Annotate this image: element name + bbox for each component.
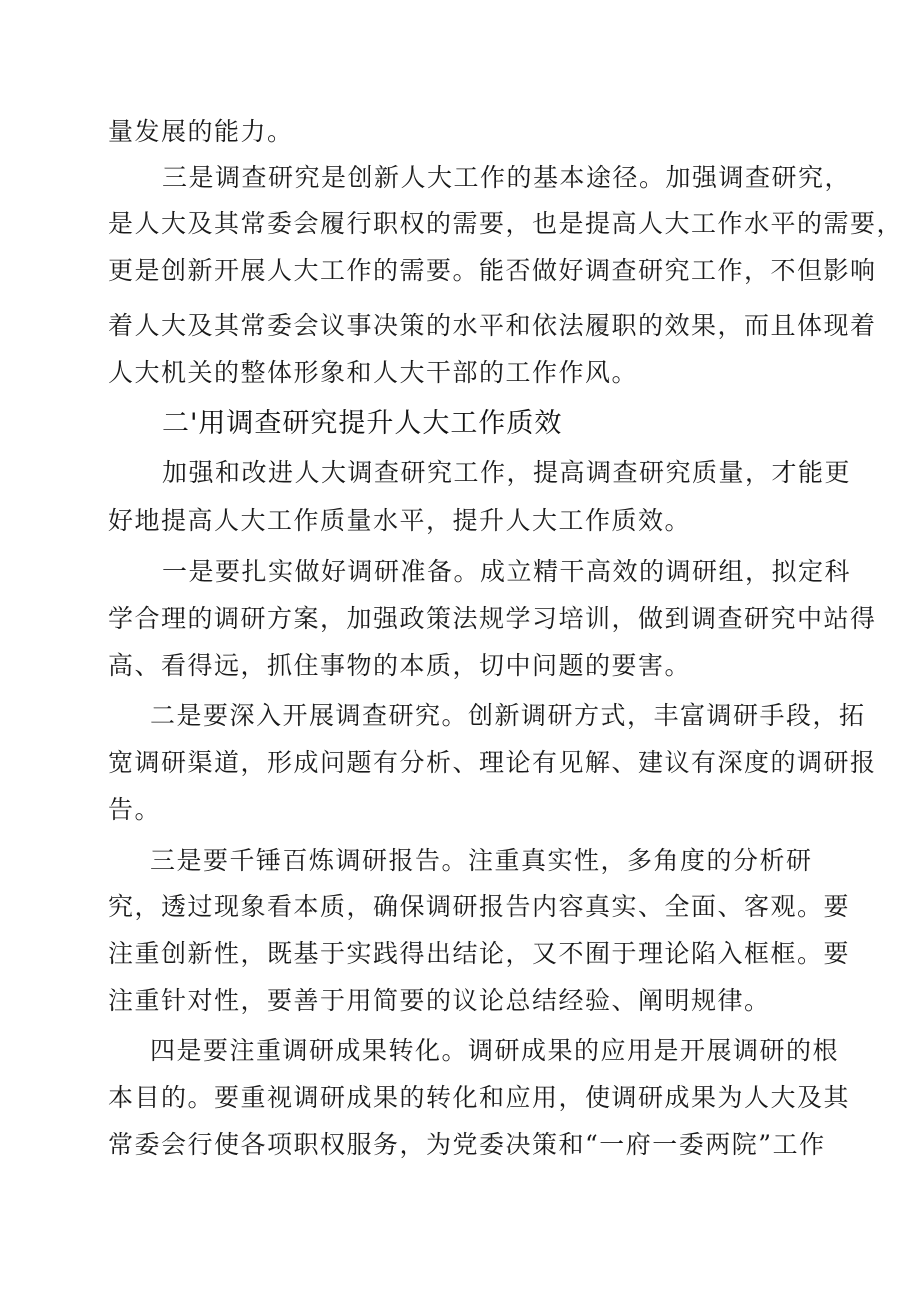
paragraph-2-line-1: 加强和改进人大调查研究工作，提高调查研究质量，才能更: [162, 458, 852, 487]
paragraph-5-line-1: 三是要千锤百炼调研报告。注重真实性，多角度的分析研: [150, 846, 813, 875]
paragraph-6-line-3: 常委会行使各项职权服务，为党委决策和“一府一委两院”工作: [108, 1130, 826, 1159]
paragraph-3-line-3: 高、看得远，抓住事物的本质，切中问题的要害。: [108, 651, 692, 680]
paragraph-6-line-2: 本目的。要重视调研成果的转化和应用，使调研成果为人大及其: [108, 1083, 851, 1112]
paragraph-3-line-2: 学合理的调研方案，加强政策法规学习培训，做到调查研究中站得: [108, 604, 877, 633]
paragraph-1-line-4: 着人大及其常委会议事决策的水平和依法履职的效果，而且体现着: [108, 311, 877, 340]
paragraph-1-line-5: 人大机关的整体形象和人大干部的工作作风。: [108, 358, 639, 387]
paragraph-0-line-1: 量发展的能力。: [108, 117, 294, 146]
section-heading: 二'用调查研究提升人大工作质效: [162, 408, 563, 439]
paragraph-1-line-1: 三是调查研究是创新人大工作的基本途径。加强调查研究，: [162, 163, 852, 192]
paragraph-1-line-3: 更是创新开展人大工作的需要。能否做好调查研究工作，不但影响: [108, 256, 877, 285]
paragraph-2-line-2: 好地提高人大工作质量水平，提升人大工作质效。: [108, 506, 692, 535]
paragraph-4-line-1: 二是要深入开展调查研究。创新调研方式，丰富调研手段，拓: [150, 701, 866, 730]
paragraph-1-line-2: 是人大及其常委会履行职权的需要，也是提高人大工作水平的需要，: [108, 209, 904, 238]
paragraph-5-line-4: 注重针对性，要善于用简要的议论总结经验、阐明规律。: [108, 986, 771, 1015]
paragraph-5-line-3: 注重创新性，既基于实践得出结论，又不囿于理论陷入框框。要: [108, 939, 851, 968]
paragraph-3-line-1: 一是要扎实做好调研准备。成立精干高效的调研组，拟定科: [162, 557, 852, 586]
paragraph-6-line-1: 四是要注重调研成果转化。调研成果的应用是开展调研的根: [150, 1036, 840, 1065]
paragraph-4-line-2: 宽调研渠道，形成问题有分析、理论有见解、建议有深度的调研报: [108, 748, 877, 777]
paragraph-5-line-2: 究，透过现象看本质，确保调研报告内容真实、全面、客观。要: [108, 892, 851, 921]
paragraph-4-line-3: 告。: [108, 795, 162, 824]
